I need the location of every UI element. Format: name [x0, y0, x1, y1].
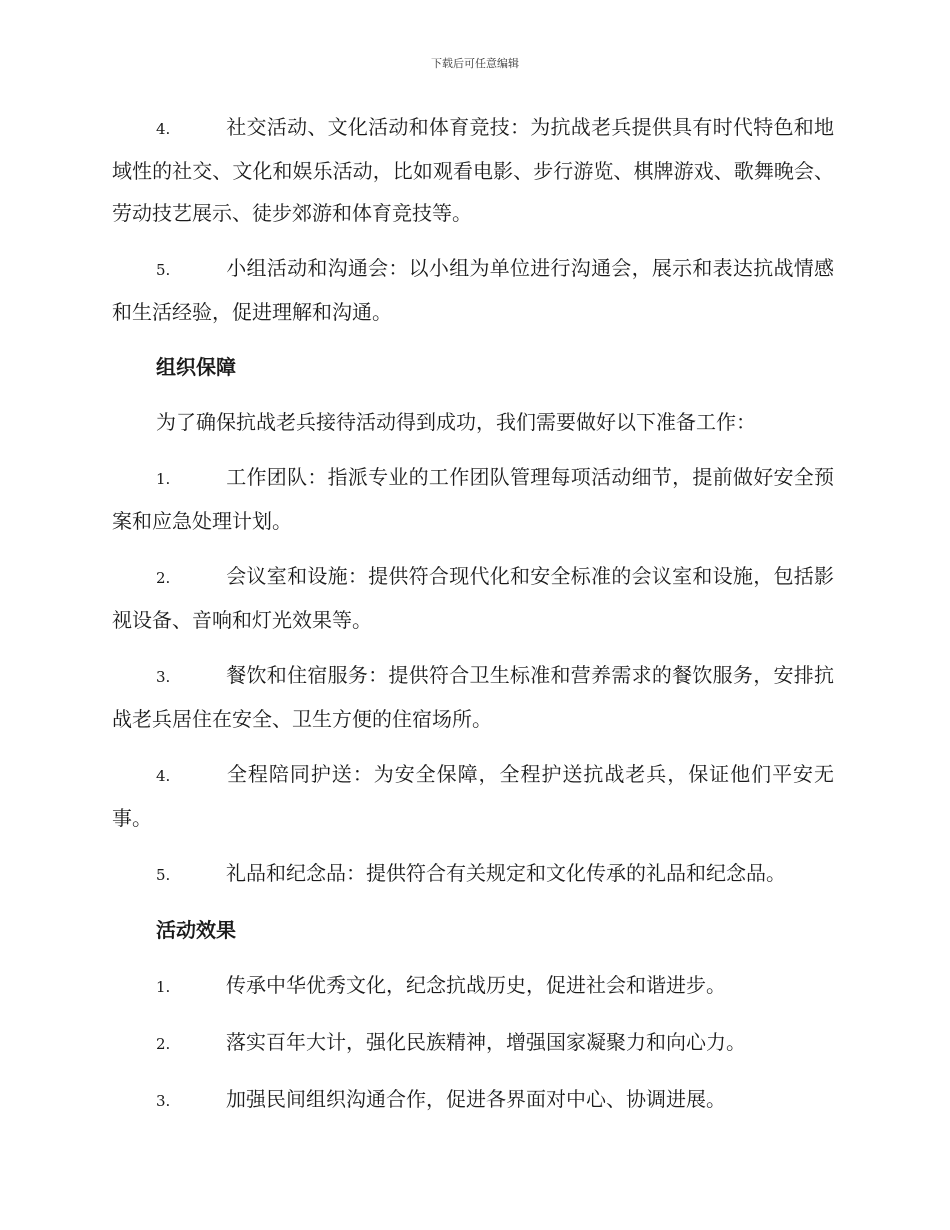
list-item [112, 106, 834, 234]
list-text: 礼品和纪念品：提供符合有关规定和文化传承的礼品和纪念品。 [226, 861, 786, 885]
list-text: 全程陪同护送：为安全保障，全程护送抗战老兵，保证他们平安无事。 [112, 762, 834, 830]
list-text: 社交活动、文化活动和体育竞技：为抗战老兵提供具有时代特色和地域性的社交、文化和娱乐活动，比如观看电影、步行游览、棋牌游戏、歌舞晚会、劳动技艺展示、徒步郊游和体育竞技等。 [112, 115, 834, 225]
paragraph: 为了确保抗战老兵接待活动得到成功，我们需要做好以下准备工作： [156, 410, 756, 434]
list-text: 工作团队：指派专业的工作团队管理每项活动细节，提前做好安全预案和应急处理计划。 [112, 465, 834, 533]
list-item [112, 1021, 834, 1065]
list-item [112, 964, 834, 1008]
list-text: 传承中华优秀文化，纪念抗战历史，促进社会和谐进步。 [226, 973, 726, 997]
list-number: 5. [156, 866, 171, 884]
list-item [112, 247, 834, 333]
section-heading: 组织保障 [156, 355, 236, 379]
list-item [112, 852, 834, 896]
section-heading: 活动效果 [156, 918, 236, 942]
list-number: 4. [156, 120, 171, 138]
list-number: 3. [156, 668, 171, 686]
list-number: 1. [156, 978, 171, 996]
list-text: 小组活动和沟通会：以小组为单位进行沟通会，展示和表达抗战情感和生活经验，促进理解和沟通。 [112, 256, 834, 324]
page-header: 下载后可任意编辑 [431, 57, 519, 70]
list-text: 加强民间组织沟通合作，促进各界面对中心、协调进展。 [226, 1087, 726, 1111]
list-text: 落实百年大计，强化民族精神，增强国家凝聚力和向心力。 [226, 1030, 746, 1054]
list-item [112, 753, 834, 839]
list-item [112, 1078, 834, 1122]
list-text: 餐饮和住宿服务：提供符合卫生标准和营养需求的餐饮服务，安排抗战老兵居住在安全、卫生方便的住宿场所。 [112, 663, 834, 731]
list-item [112, 555, 834, 641]
list-text: 会议室和设施：提供符合现代化和安全标准的会议室和设施，包括影视设备、音响和灯光效果等。 [112, 564, 834, 632]
list-number: 3. [156, 1092, 171, 1110]
list-number: 1. [156, 470, 171, 488]
list-number: 2. [156, 1035, 171, 1053]
list-item [112, 654, 834, 740]
list-item [112, 456, 834, 542]
document-body [112, 106, 834, 1135]
list-number: 4. [156, 767, 171, 785]
list-number: 2. [156, 569, 171, 587]
list-number: 5. [156, 261, 171, 279]
